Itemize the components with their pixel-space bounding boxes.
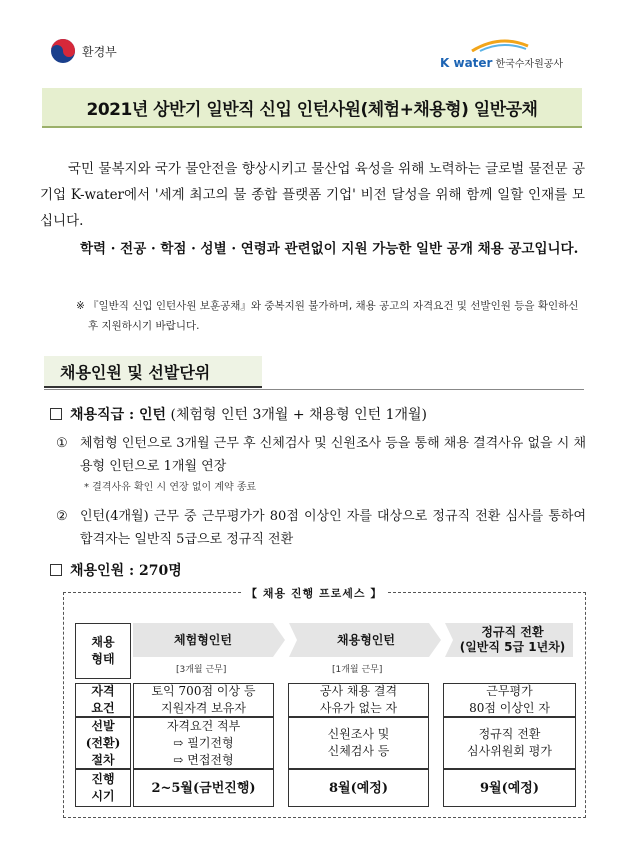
stage-3-name: 정규직 전환 (일반직 5급 1년차) <box>459 625 566 654</box>
sub-item-2-text: 인턴(4개월) 근무 중 근무평가가 80점 이상인 자를 대상으로 정규직 전환 심사를 통하여 합격자는 일반직 5급으로 정규직 전환 <box>80 509 586 547</box>
item-position-detail: (체험형 인턴 3개월 + 채용형 인턴 1개월) <box>170 407 428 423</box>
stage-1-procedure-step-2: ⇨ 필기전형 <box>173 735 234 750</box>
item-position <box>50 404 427 426</box>
stage-2-procedure <box>288 717 429 769</box>
stage-1-tag: [3개월 근무] <box>176 665 227 675</box>
sub-item-2 <box>56 505 586 551</box>
checkbox-square-icon <box>50 564 62 576</box>
stage-3-requirement: 근무평가 80점 이상인 자 <box>443 683 576 717</box>
stage-3-period: 9월(예정) <box>443 769 576 807</box>
stage-1-procedure-step-1: 자격요건 적부 <box>166 718 241 733</box>
stage-3-procedure-step-1: 정규직 전환 <box>478 727 541 741</box>
row-header-type-text: 채용 형태 <box>91 635 115 666</box>
ministry-name: 환경부 <box>82 44 117 59</box>
company-name: 한국수자원공사 <box>495 59 564 70</box>
section-heading: 채용인원 및 선발단위 <box>44 356 262 388</box>
stage-3-procedure-step-2: 심사위원회 평가 <box>467 744 552 758</box>
row-header-procedure-text: 선발 (전환) 절차 <box>85 718 121 767</box>
stage-2-procedure-step-2: 신체검사 등 <box>327 744 390 758</box>
row-header-procedure <box>75 717 131 769</box>
company-brand: K water <box>440 56 493 70</box>
row-header-requirement <box>75 683 131 717</box>
sub-item-1 <box>56 432 586 478</box>
row-header-period-text: 진행 시기 <box>91 772 115 803</box>
checkbox-square-icon <box>50 408 62 420</box>
stage-1-period: 2~5월(금번진행) <box>133 769 274 807</box>
stage-1-procedure <box>133 717 274 769</box>
stage-1-requirement: 토익 700점 이상 등 지원자격 보유자 <box>133 683 274 717</box>
stage-2-tag: [1개월 근무] <box>332 665 383 675</box>
item-headcount <box>50 560 182 582</box>
row-header-requirement-text: 자격 요건 <box>91 684 115 715</box>
taegeuk-emblem-icon <box>50 38 76 64</box>
title-bar <box>42 88 582 128</box>
sub-item-1-text: 체험형 인턴으로 3개월 근무 후 신체검사 및 신원조사 등을 통해 채용 결격사유 없을 시 채용형 인턴으로 1개월 연장 <box>80 436 586 474</box>
stage-2-period: 8월(예정) <box>288 769 429 807</box>
wave-swoosh-icon <box>470 38 530 52</box>
sub-item-1-note: * 결격사유 확인 시 연장 없이 계약 종료 <box>84 482 257 493</box>
stage-2-name: 채용형인턴 <box>337 632 395 647</box>
stage-2-procedure-step-1: 신원조사 및 <box>327 727 390 741</box>
sub-item-2-number: ② <box>56 509 68 524</box>
row-header-period <box>75 769 131 807</box>
note-text: 『일반직 신입 인턴사원 보훈공채』와 중복지원 불가하며, 채용 공고의 자격요건 및 선발인원 등을 확인하신 후 지원하시기 바랍니다. <box>88 300 579 332</box>
intro-note <box>76 296 588 336</box>
sub-item-1-number: ① <box>56 436 68 451</box>
intro-paragraph-2: 학력 · 전공 · 학점 · 성별 · 연령과 관련없이 지원 가능한 일반 공개 채용 공고입니다. <box>80 241 579 257</box>
stage-1-procedure-step-3: ⇨ 면접전형 <box>173 752 234 767</box>
intro-paragraph-1: 국민 물복지와 국가 물안전을 향상시키고 물산업 육성을 위해 노력하는 글로벌 물전문 공기업 K-water에서 '세계 최고의 물 종합 플랫폼 기업' 비전 달성을 위해 함께 일할 인재를 모십니다. <box>40 161 585 229</box>
process-title: 【 채용 진행 프로세스 】 <box>242 585 386 601</box>
section-header <box>44 356 262 388</box>
ministry-logo <box>50 38 117 64</box>
stage-1-name: 체험형인턴 <box>174 632 232 647</box>
section-divider <box>44 389 584 390</box>
note-mark: ※ <box>76 300 85 312</box>
stage-2-requirement: 공사 채용 결격 사유가 없는 자 <box>288 683 429 717</box>
kwater-logo <box>440 38 580 68</box>
page-title: 2021년 상반기 일반직 신입 인턴사원(체험+채용형) 일반공채 <box>86 99 538 120</box>
item-headcount-label: 채용인원 : 270명 <box>70 563 182 579</box>
item-position-label: 채용직급 : 인턴 <box>70 407 167 423</box>
stage-3-procedure <box>443 717 576 769</box>
row-header-type <box>75 623 131 679</box>
